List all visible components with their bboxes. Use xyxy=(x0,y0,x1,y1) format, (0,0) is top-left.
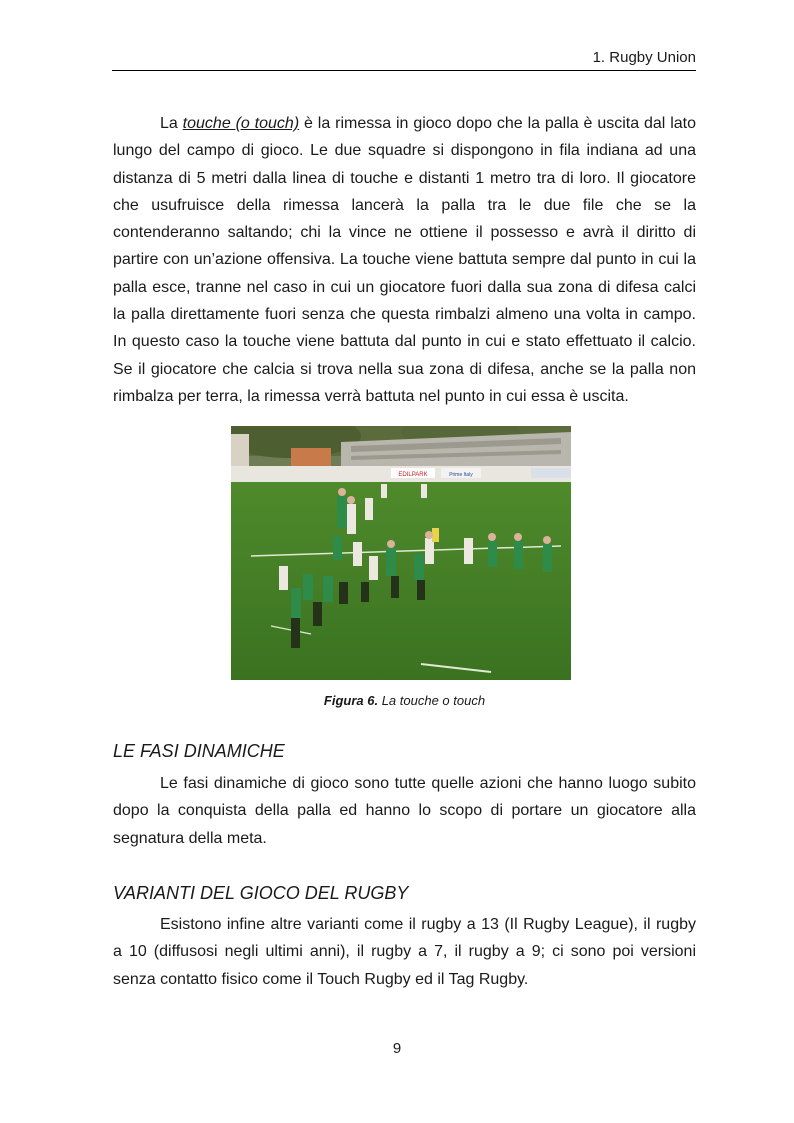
varianti-paragraph: Esistono infine altre varianti come il rugby a 13 (Il Rugby League), il rugby a 10 (diffusosi negli ultimi anni), il rugby a 7, il rugby a 9; ci sono poi versioni senza contatto fisico come il Touch Rugby ed il Tag Rugby. xyxy=(113,916,696,988)
rugby-touche-photo xyxy=(231,426,571,680)
sponsor-text-1: EDILPARK xyxy=(398,472,428,478)
paragraph-emphasis: partire con un’azione offensiva xyxy=(113,251,331,269)
figure-caption-text: La touche o touch xyxy=(378,693,486,708)
page-header xyxy=(112,44,696,71)
paragraph-text-2: . La touche viene battuta sempre dal punto in cui la palla esce, tranne nel caso in cui un giocatore fuori dalla sua zona di difesa calci la palla direttamente fuori senza che questa rimbalzi almeno una volta in campo. In questo caso la touche viene battuta dal punto in cui e stato effettuato il calcio. Se il giocatore che calcia si trova nella sua zona di difesa, anche se la palla non rimbalza per terra, la rimessa verrà battuta nel punto in cui essa è uscita. xyxy=(113,251,697,405)
heading-fasi-dinamiche: LE FASI DINAMICHE xyxy=(113,741,285,761)
paragraph-text-1: è la rimessa in gioco dopo che la palla è uscita dal lato lungo del campo di gioco. Le due squadre si dispongono in fila indiana ad una distanza di 5 metri dalla linea di touche e distanti 1 metro tra di loro. Il giocatore che usufruisce della rimessa lancerà la palla tra le due file che se la contenderanno saltando; chi la vince ne ottiene il possesso e avrà il diritto di xyxy=(113,115,697,242)
fasi-dinamiche-paragraph: Le fasi dinamiche di gioco sono tutte quelle azioni che hanno luogo subito dopo la conquista della palla ed hanno lo scopo di portare un giocatore alla segnatura della meta. xyxy=(113,775,696,847)
touche-paragraph xyxy=(113,110,696,410)
touche-term: touche (o touch) xyxy=(182,115,300,132)
figure-caption xyxy=(113,693,696,708)
figure-label: Figura 6. xyxy=(323,693,379,708)
chapter-title: 1. Rugby Union xyxy=(592,49,696,66)
heading-varianti: VARIANTI DEL GIOCO DEL RUGBY xyxy=(113,883,409,903)
paragraph-prefix: La xyxy=(160,115,183,132)
page-number: 9 xyxy=(392,1040,402,1057)
sponsor-text-2: Prime Italy xyxy=(449,472,473,478)
